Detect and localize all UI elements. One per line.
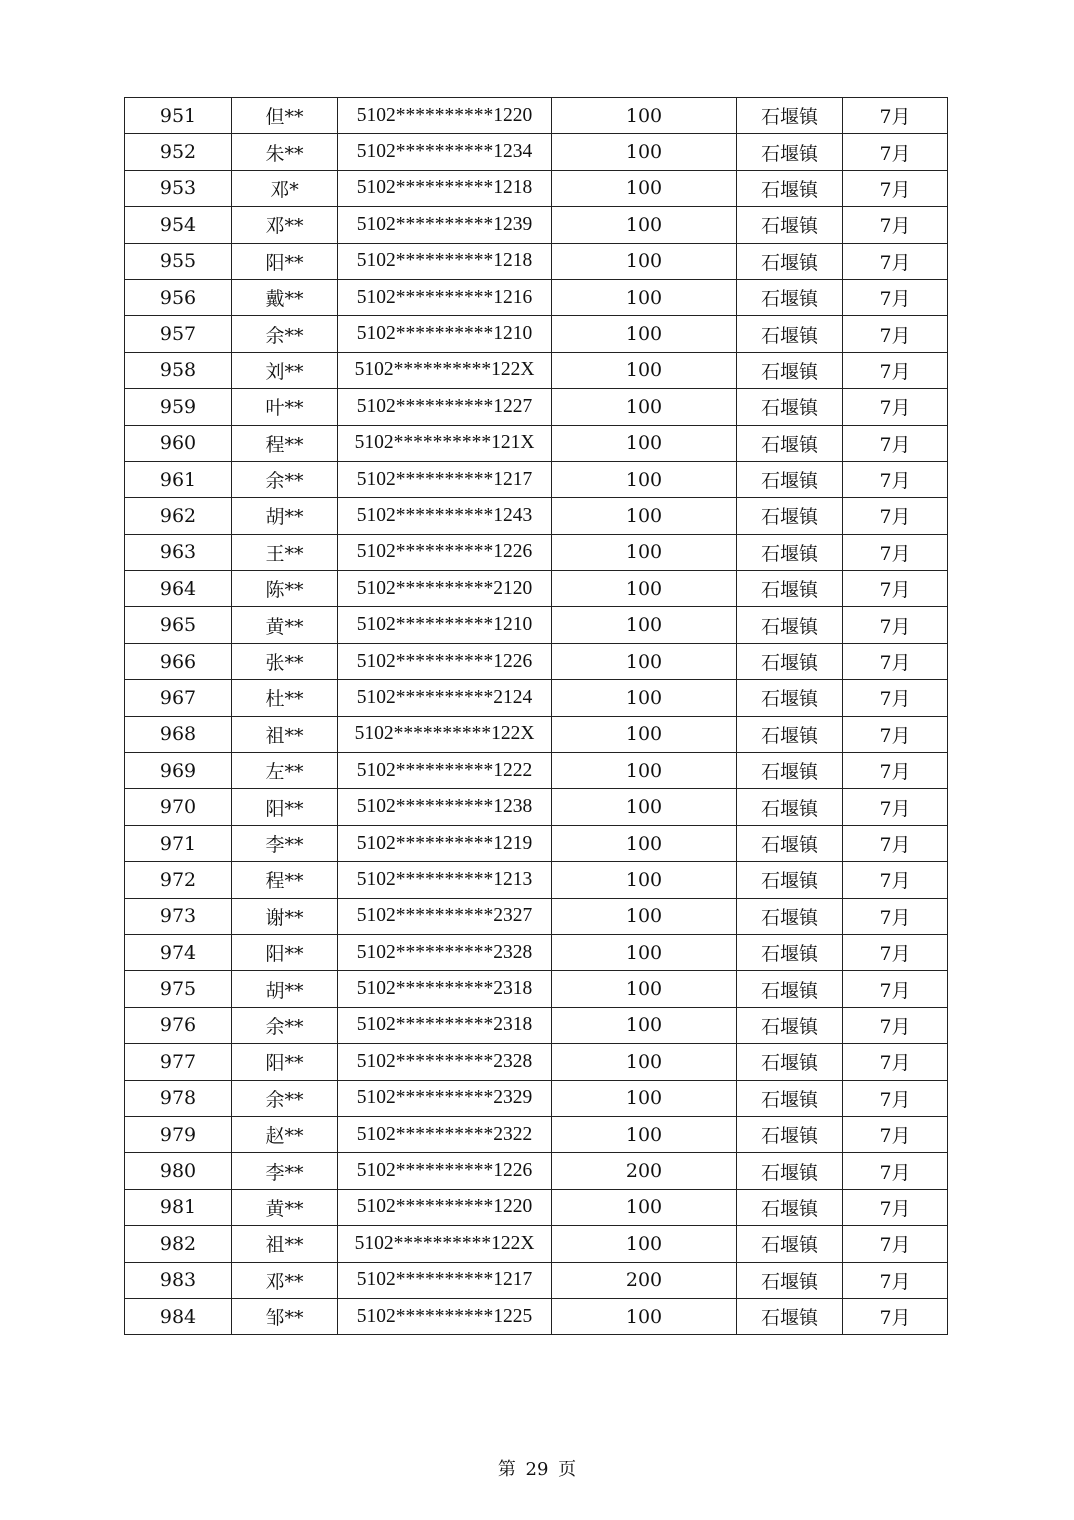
serial-cell: 971	[125, 825, 232, 861]
amount-cell: 100	[552, 934, 737, 970]
table-row	[125, 1080, 948, 1116]
amount-cell: 100	[552, 389, 737, 425]
amount-cell: 100	[552, 279, 737, 315]
id-number-cell: 5102**********1217	[338, 1262, 552, 1298]
serial-cell: 951	[125, 98, 232, 134]
amount-cell: 100	[552, 425, 737, 461]
table-row	[125, 1044, 948, 1080]
name-cell: 阳**	[232, 934, 338, 970]
town-cell: 石堰镇	[737, 461, 843, 497]
name-cell: 程**	[232, 425, 338, 461]
town-cell: 石堰镇	[737, 1226, 843, 1262]
id-number-cell: 5102**********1220	[338, 98, 552, 134]
name-cell: 黄**	[232, 1189, 338, 1225]
name-cell: 朱**	[232, 134, 338, 170]
table-row	[125, 98, 948, 134]
serial-cell: 980	[125, 1153, 232, 1189]
id-number-cell: 5102**********1217	[338, 461, 552, 497]
id-number-cell: 5102**********122X	[338, 716, 552, 752]
id-number-cell: 5102**********1226	[338, 534, 552, 570]
name-cell: 阳**	[232, 243, 338, 279]
serial-cell: 953	[125, 170, 232, 206]
town-cell: 石堰镇	[737, 571, 843, 607]
month-cell: 7月	[843, 862, 948, 898]
id-number-cell: 5102**********2322	[338, 1116, 552, 1152]
name-cell: 余**	[232, 316, 338, 352]
amount-cell: 100	[552, 716, 737, 752]
table-row	[125, 1262, 948, 1298]
page-number: 第 29 页	[497, 1459, 577, 1480]
town-cell: 石堰镇	[737, 934, 843, 970]
table-row	[125, 825, 948, 861]
table-row	[125, 352, 948, 388]
month-cell: 7月	[843, 1044, 948, 1080]
serial-cell: 984	[125, 1298, 232, 1334]
amount-cell: 100	[552, 534, 737, 570]
table-row	[125, 898, 948, 934]
month-cell: 7月	[843, 1153, 948, 1189]
amount-cell: 100	[552, 207, 737, 243]
id-number-cell: 5102**********1213	[338, 862, 552, 898]
month-cell: 7月	[843, 316, 948, 352]
serial-cell: 969	[125, 753, 232, 789]
serial-cell: 977	[125, 1044, 232, 1080]
amount-cell: 100	[552, 461, 737, 497]
name-cell: 叶**	[232, 389, 338, 425]
amount-cell: 100	[552, 352, 737, 388]
town-cell: 石堰镇	[737, 898, 843, 934]
amount-cell: 100	[552, 898, 737, 934]
name-cell: 谢**	[232, 898, 338, 934]
serial-cell: 974	[125, 934, 232, 970]
serial-cell: 982	[125, 1226, 232, 1262]
id-number-cell: 5102**********1210	[338, 316, 552, 352]
serial-cell: 956	[125, 279, 232, 315]
serial-cell: 970	[125, 789, 232, 825]
amount-cell: 100	[552, 170, 737, 206]
serial-cell: 962	[125, 498, 232, 534]
id-number-cell: 5102**********1216	[338, 279, 552, 315]
town-cell: 石堰镇	[737, 1007, 843, 1043]
town-cell: 石堰镇	[737, 862, 843, 898]
id-number-cell: 5102**********2328	[338, 1044, 552, 1080]
amount-cell: 100	[552, 643, 737, 679]
town-cell: 石堰镇	[737, 534, 843, 570]
month-cell: 7月	[843, 898, 948, 934]
town-cell: 石堰镇	[737, 316, 843, 352]
table-row	[125, 789, 948, 825]
table-row	[125, 498, 948, 534]
serial-cell: 960	[125, 425, 232, 461]
amount-cell: 100	[552, 1080, 737, 1116]
id-number-cell: 5102**********1226	[338, 1153, 552, 1189]
name-cell: 李**	[232, 1153, 338, 1189]
table-row	[125, 680, 948, 716]
name-cell: 王**	[232, 534, 338, 570]
amount-cell: 100	[552, 1189, 737, 1225]
month-cell: 7月	[843, 753, 948, 789]
serial-cell: 961	[125, 461, 232, 497]
name-cell: 胡**	[232, 971, 338, 1007]
amount-cell: 100	[552, 243, 737, 279]
town-cell: 石堰镇	[737, 207, 843, 243]
amount-cell: 100	[552, 134, 737, 170]
name-cell: 邓*	[232, 170, 338, 206]
amount-cell: 100	[552, 1007, 737, 1043]
name-cell: 邓**	[232, 207, 338, 243]
table-row	[125, 425, 948, 461]
town-cell: 石堰镇	[737, 352, 843, 388]
amount-cell: 100	[552, 607, 737, 643]
month-cell: 7月	[843, 1007, 948, 1043]
amount-cell: 100	[552, 789, 737, 825]
town-cell: 石堰镇	[737, 134, 843, 170]
name-cell: 刘**	[232, 352, 338, 388]
month-cell: 7月	[843, 170, 948, 206]
serial-cell: 964	[125, 571, 232, 607]
name-cell: 祖**	[232, 1226, 338, 1262]
name-cell: 余**	[232, 461, 338, 497]
name-cell: 胡**	[232, 498, 338, 534]
serial-cell: 958	[125, 352, 232, 388]
table-row	[125, 389, 948, 425]
amount-cell: 200	[552, 1262, 737, 1298]
id-number-cell: 5102**********122X	[338, 352, 552, 388]
amount-cell: 100	[552, 971, 737, 1007]
table-row	[125, 571, 948, 607]
table-row	[125, 534, 948, 570]
serial-cell: 957	[125, 316, 232, 352]
town-cell: 石堰镇	[737, 425, 843, 461]
month-cell: 7月	[843, 207, 948, 243]
month-cell: 7月	[843, 934, 948, 970]
town-cell: 石堰镇	[737, 1262, 843, 1298]
id-number-cell: 5102**********1225	[338, 1298, 552, 1334]
serial-cell: 952	[125, 134, 232, 170]
town-cell: 石堰镇	[737, 1189, 843, 1225]
table-row	[125, 607, 948, 643]
name-cell: 邹**	[232, 1298, 338, 1334]
id-number-cell: 5102**********1219	[338, 825, 552, 861]
id-number-cell: 5102**********1222	[338, 753, 552, 789]
amount-cell: 100	[552, 1116, 737, 1152]
table-row	[125, 207, 948, 243]
month-cell: 7月	[843, 825, 948, 861]
serial-cell: 967	[125, 680, 232, 716]
serial-cell: 972	[125, 862, 232, 898]
serial-cell: 981	[125, 1189, 232, 1225]
month-cell: 7月	[843, 498, 948, 534]
name-cell: 邓**	[232, 1262, 338, 1298]
name-cell: 程**	[232, 862, 338, 898]
id-number-cell: 5102**********2328	[338, 934, 552, 970]
name-cell: 杜**	[232, 680, 338, 716]
serial-cell: 968	[125, 716, 232, 752]
table-row	[125, 971, 948, 1007]
id-number-cell: 5102**********1239	[338, 207, 552, 243]
id-number-cell: 5102**********1218	[338, 243, 552, 279]
serial-cell: 983	[125, 1262, 232, 1298]
id-number-cell: 5102**********2329	[338, 1080, 552, 1116]
amount-cell: 100	[552, 862, 737, 898]
month-cell: 7月	[843, 789, 948, 825]
serial-cell: 973	[125, 898, 232, 934]
month-cell: 7月	[843, 461, 948, 497]
serial-cell: 963	[125, 534, 232, 570]
id-number-cell: 5102**********1210	[338, 607, 552, 643]
serial-cell: 959	[125, 389, 232, 425]
id-number-cell: 5102**********122X	[338, 1226, 552, 1262]
town-cell: 石堰镇	[737, 243, 843, 279]
name-cell: 余**	[232, 1007, 338, 1043]
month-cell: 7月	[843, 1226, 948, 1262]
amount-cell: 100	[552, 1298, 737, 1334]
table-row	[125, 862, 948, 898]
table-body	[125, 98, 948, 1335]
town-cell: 石堰镇	[737, 279, 843, 315]
name-cell: 张**	[232, 643, 338, 679]
town-cell: 石堰镇	[737, 753, 843, 789]
name-cell: 余**	[232, 1080, 338, 1116]
name-cell: 李**	[232, 825, 338, 861]
month-cell: 7月	[843, 134, 948, 170]
month-cell: 7月	[843, 425, 948, 461]
id-number-cell: 5102**********1227	[338, 389, 552, 425]
table-row	[125, 1226, 948, 1262]
table-row	[125, 170, 948, 206]
amount-cell: 100	[552, 825, 737, 861]
table-row	[125, 716, 948, 752]
table-row	[125, 279, 948, 315]
month-cell: 7月	[843, 98, 948, 134]
serial-cell: 965	[125, 607, 232, 643]
table-row	[125, 134, 948, 170]
name-cell: 左**	[232, 753, 338, 789]
table-row	[125, 461, 948, 497]
month-cell: 7月	[843, 1262, 948, 1298]
table-row	[125, 1007, 948, 1043]
amount-cell: 200	[552, 1153, 737, 1189]
town-cell: 石堰镇	[737, 1298, 843, 1334]
month-cell: 7月	[843, 389, 948, 425]
table-row	[125, 643, 948, 679]
town-cell: 石堰镇	[737, 680, 843, 716]
serial-cell: 966	[125, 643, 232, 679]
table-row	[125, 243, 948, 279]
amount-cell: 100	[552, 98, 737, 134]
name-cell: 阳**	[232, 789, 338, 825]
table-row	[125, 934, 948, 970]
amount-cell: 100	[552, 680, 737, 716]
serial-cell: 976	[125, 1007, 232, 1043]
table-row	[125, 1298, 948, 1334]
town-cell: 石堰镇	[737, 607, 843, 643]
table-row	[125, 316, 948, 352]
month-cell: 7月	[843, 716, 948, 752]
month-cell: 7月	[843, 1189, 948, 1225]
serial-cell: 978	[125, 1080, 232, 1116]
town-cell: 石堰镇	[737, 389, 843, 425]
table-row	[125, 1189, 948, 1225]
id-number-cell: 5102**********2318	[338, 1007, 552, 1043]
amount-cell: 100	[552, 753, 737, 789]
month-cell: 7月	[843, 279, 948, 315]
id-number-cell: 5102**********1218	[338, 170, 552, 206]
serial-cell: 979	[125, 1116, 232, 1152]
month-cell: 7月	[843, 680, 948, 716]
month-cell: 7月	[843, 607, 948, 643]
town-cell: 石堰镇	[737, 716, 843, 752]
data-table	[124, 97, 948, 1335]
id-number-cell: 5102**********1238	[338, 789, 552, 825]
id-number-cell: 5102**********2120	[338, 571, 552, 607]
amount-cell: 100	[552, 571, 737, 607]
town-cell: 石堰镇	[737, 170, 843, 206]
town-cell: 石堰镇	[737, 825, 843, 861]
id-number-cell: 5102**********2124	[338, 680, 552, 716]
town-cell: 石堰镇	[737, 1116, 843, 1152]
name-cell: 戴**	[232, 279, 338, 315]
id-number-cell: 5102**********1220	[338, 1189, 552, 1225]
name-cell: 祖**	[232, 716, 338, 752]
month-cell: 7月	[843, 1080, 948, 1116]
name-cell: 黄**	[232, 607, 338, 643]
serial-cell: 955	[125, 243, 232, 279]
id-number-cell: 5102**********1226	[338, 643, 552, 679]
town-cell: 石堰镇	[737, 789, 843, 825]
town-cell: 石堰镇	[737, 971, 843, 1007]
month-cell: 7月	[843, 534, 948, 570]
town-cell: 石堰镇	[737, 98, 843, 134]
id-number-cell: 5102**********121X	[338, 425, 552, 461]
month-cell: 7月	[843, 571, 948, 607]
serial-cell: 975	[125, 971, 232, 1007]
amount-cell: 100	[552, 498, 737, 534]
name-cell: 陈**	[232, 571, 338, 607]
amount-cell: 100	[552, 316, 737, 352]
month-cell: 7月	[843, 1116, 948, 1152]
town-cell: 石堰镇	[737, 498, 843, 534]
month-cell: 7月	[843, 643, 948, 679]
month-cell: 7月	[843, 1298, 948, 1334]
name-cell: 但**	[232, 98, 338, 134]
serial-cell: 954	[125, 207, 232, 243]
table-row	[125, 753, 948, 789]
id-number-cell: 5102**********1234	[338, 134, 552, 170]
amount-cell: 100	[552, 1044, 737, 1080]
month-cell: 7月	[843, 352, 948, 388]
id-number-cell: 5102**********1243	[338, 498, 552, 534]
town-cell: 石堰镇	[737, 1153, 843, 1189]
town-cell: 石堰镇	[737, 1044, 843, 1080]
name-cell: 赵**	[232, 1116, 338, 1152]
name-cell: 阳**	[232, 1044, 338, 1080]
month-cell: 7月	[843, 971, 948, 1007]
town-cell: 石堰镇	[737, 643, 843, 679]
id-number-cell: 5102**********2327	[338, 898, 552, 934]
id-number-cell: 5102**********2318	[338, 971, 552, 1007]
table-row	[125, 1153, 948, 1189]
month-cell: 7月	[843, 243, 948, 279]
table-row	[125, 1116, 948, 1152]
amount-cell: 100	[552, 1226, 737, 1262]
town-cell: 石堰镇	[737, 1080, 843, 1116]
